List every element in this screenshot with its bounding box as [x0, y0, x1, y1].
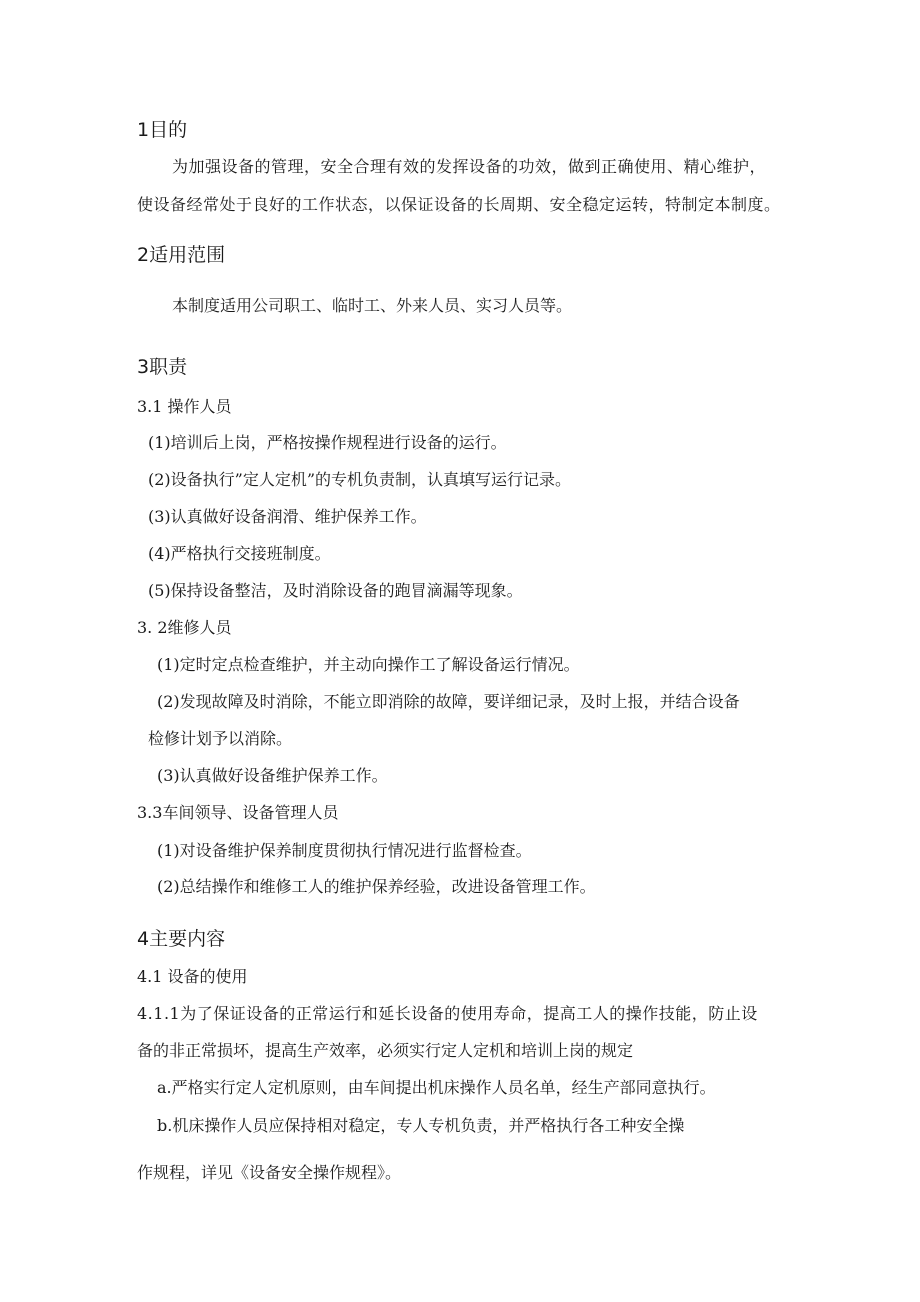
paragraph-4-1-1-line-2: 备的非正常损坏，提高生产效率，必须实行定人定机和培训上岗的规定: [137, 1041, 634, 1060]
list-item: (3)认真做好设备维护保养工作。: [157, 766, 388, 785]
list-item-continuation: 检修计划予以消除。: [148, 729, 293, 748]
list-item-a: a.严格实行定人定机原则，由车间提出机床操作人员名单，经生产部同意执行。: [157, 1078, 716, 1097]
section-1-paragraph-line-2: 使设备经常处于良好的工作状态，以保证设备的长周期、安全稳定运转，特制定本制度。: [137, 195, 781, 214]
list-item-b-line-2: 作规程，详见《设备安全操作规程》。: [137, 1163, 402, 1182]
list-item: (2)设备执行”定人定机”的专机负责制，认真填写运行记录。: [148, 470, 572, 489]
list-item: (3)认真做好设备润滑、维护保养工作。: [148, 507, 427, 526]
section-1-heading: 1目的: [137, 119, 188, 141]
section-1-paragraph-line-1: 为加强设备的管理，安全合理有效的发挥设备的功效，做到正确使用、精心维护，: [172, 157, 767, 176]
subsection-4-1-title: 4.1 设备的使用: [137, 967, 248, 986]
list-item: (2)总结操作和维修工人的维护保养经验，改进设备管理工作。: [157, 877, 596, 896]
section-4-heading: 4主要内容: [137, 928, 226, 950]
subsection-3-3-title: 3.3车间领导、设备管理人员: [137, 803, 339, 822]
list-item: (1)定时定点检查维护，并主动向操作工了解设备运行情况。: [157, 655, 580, 674]
list-item: (1)对设备维护保养制度贯彻执行情况进行监督检查。: [157, 841, 532, 860]
section-2-paragraph: 本制度适用公司职工、临时工、外来人员、实习人员等。: [172, 296, 573, 315]
subsection-3-2-title: 3. 2维修人员: [137, 618, 232, 637]
section-3-heading: 3职责: [137, 356, 188, 378]
section-2-heading: 2适用范围: [137, 244, 226, 266]
list-item: (4)严格执行交接班制度。: [148, 544, 331, 563]
paragraph-4-1-1-line-1: 4.1.1为了保证设备的正常运行和延长设备的使用寿命，提高工人的操作技能，防止设: [137, 1004, 758, 1023]
list-item: (5)保持设备整洁，及时消除设备的跑冒滴漏等现象。: [148, 581, 523, 600]
list-item: (2)发现故障及时消除，不能立即消除的故障，要详细记录，及时上报，并结合设备: [157, 692, 740, 711]
list-item-b-line-1: b.机床操作人员应保持相对稳定，专人专机负责，并严格执行各工种安全操: [157, 1116, 685, 1135]
list-item: (1)培训后上岗，严格按操作规程进行设备的运行。: [148, 433, 507, 452]
subsection-3-1-title: 3.1 操作人员: [137, 397, 232, 416]
